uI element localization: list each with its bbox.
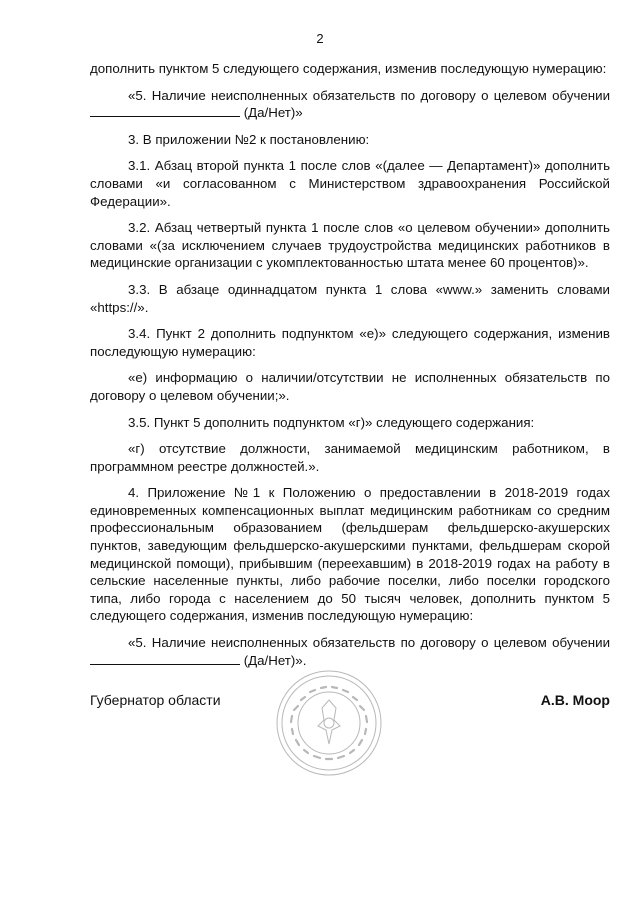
paragraph-3: 3. В приложении №2 к постановлению:: [128, 131, 370, 147]
paragraph-3-4-quote: «е) информацию о наличии/отсутствии не исполненных обязательств по договору о целевом обучении;».: [90, 370, 610, 403]
document-body: [90, 60, 610, 678]
paragraph-3-1: 3.1. Абзац второй пункта 1 после слов «(далее — Департамент)» дополнить словами «и согласованном с Министерством здравоохранения Российской Федерации».: [90, 158, 610, 209]
item-5-text-second: «5. Наличие неисполненных обязательств по договору о целевом обучении: [128, 635, 610, 651]
item-5-answer-second: (Да/Нет)».: [243, 652, 307, 668]
seal-emblem: [318, 700, 340, 744]
paragraph-3-5: 3.5. Пункт 5 дополнить подпунктом «г)» следующего содержания:: [128, 414, 535, 430]
paragraph-intro: дополнить пунктом 5 следующего содержания, изменив последующую нумерацию:: [90, 61, 607, 76]
seal-inner-ring: [298, 692, 360, 754]
seal-middle-ring: [282, 676, 376, 770]
item-5-answer: (Да/Нет)»: [243, 105, 303, 121]
page-number: 2: [316, 31, 324, 46]
fill-in-blank: [90, 104, 240, 117]
paragraph-3-5-quote: «г) отсутствие должности, занимаемой медицинским работником, в программном реестре должностей.».: [90, 441, 610, 474]
paragraph-item-5-first: [90, 87, 610, 122]
signatory-position: Губернатор области: [90, 692, 221, 708]
paragraph-4: 4. Приложение №1 к Положению о предоставлении в 2018-2019 годах единовременных компенсационных выплат медицинским работникам со средним профессиональным образованием (фельдшерам фельдшерско-акушерских пунктов, заведующим фельдшерско-акушерскими пунктами, фельдшерам скорой медицинской помощи), прибывшим (переехавшим) в 2018-2019 годах на работу в сельские населенные пункты, либо рабочие поселки, либо поселки городского типа, либо города с населением до 50 тысяч человек, дополнить пунктом 5 следующего содержания, изменив последующую нумерацию:: [90, 485, 610, 624]
signatory-name: А.В. Моор: [540, 692, 610, 708]
paragraph-item-5-second: [90, 634, 610, 669]
paragraph-3-2: 3.2. Абзац четвертый пункта 1 после слов «о целевом обучении» дополнить словами «(за исключением случаев трудоустройства медицинских работников в медицинские организации с укомплектованностью штата менее 60 процентов)».: [90, 220, 610, 271]
fill-in-blank-second: [90, 652, 240, 665]
paragraph-3-3: 3.3. В абзаце одиннадцатом пункта 1 слова «www.» заменить словами «https://».: [90, 281, 610, 315]
seal-lettering-marks: [291, 687, 367, 759]
official-seal-icon: [274, 668, 384, 778]
paragraph-3-4: 3.4. Пункт 2 дополнить подпунктом «е)» следующего содержания, изменив последующую нумерацию:: [90, 326, 610, 359]
item-5-text: «5. Наличие неисполненных обязательств по договору о целевом обучении: [128, 87, 610, 103]
